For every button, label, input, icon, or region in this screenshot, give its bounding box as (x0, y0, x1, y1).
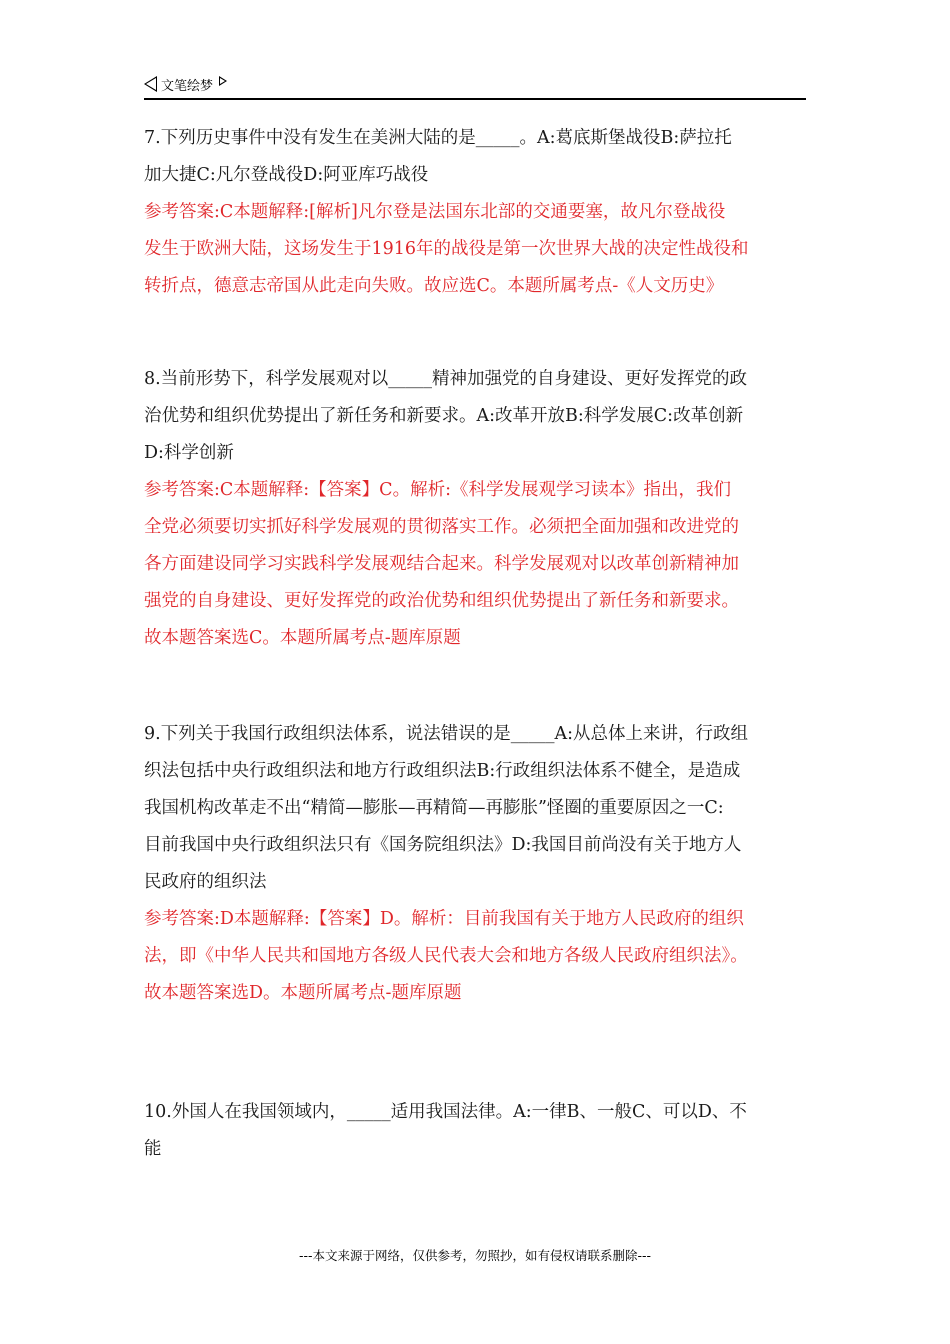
question-line: 7.下列历史事件中没有发生在美洲大陆的是_____。A:葛底斯堡战役B:萨拉托 (144, 128, 732, 148)
question-block (144, 1094, 808, 1168)
question-line: 我国机构改革走不出“精简—膨胀—再精简—再膨胀”怪圈的重要原因之一C: (144, 798, 724, 818)
question-line: 织法包括中央行政组织法和地方行政组织法B:行政组织法体系不健全，是造成 (144, 761, 741, 781)
question-block (144, 361, 808, 657)
answer-line: 各方面建设同学习实践科学发展观结合起来。科学发展观对以改革创新精神加 (144, 554, 739, 574)
brand-logo (144, 74, 227, 94)
answer-line: 故本题答案选C。本题所属考点-题库原题 (144, 628, 461, 648)
brand-text: 文笔绘梦 (161, 78, 214, 94)
answer-line: 法，即《中华人民共和国地方各级人民代表大会和地方各级人民政府组织法》。 (144, 946, 748, 966)
triangle-right-icon (219, 76, 227, 86)
answer-line: 全党必须要切实抓好科学发展观的贯彻落实工作。必须把全面加强和改进党的 (144, 517, 739, 537)
question-line: 目前我国中央行政组织法只有《国务院组织法》D:我国目前尚没有关于地方人 (144, 835, 742, 855)
question-line: 能 (144, 1139, 162, 1159)
answer-line: 参考答案:C本题解释:【答案】C。解析:《科学发展观学习读本》指出，我们 (144, 480, 731, 500)
question-line: 8.当前形势下，科学发展观对以_____精神加强党的自身建设、更好发挥党的政 (144, 369, 747, 389)
answer-line: 故本题答案选D。本题所属考点-题库原题 (144, 983, 462, 1003)
answer-line: 转折点，德意志帝国从此走向失败。故应选C。本题所属考点-《人文历史》 (144, 276, 724, 296)
document-body (144, 120, 808, 1168)
answer-line: 强党的自身建设、更好发挥党的政治优势和组织优势提出了新任务和新要求。 (144, 591, 739, 611)
answer-line: 参考答案:D本题解释:【答案】D。解析：目前我国有关于地方人民政府的组织 (144, 909, 744, 929)
question-line: D:科学创新 (144, 443, 234, 463)
page-header (144, 74, 806, 100)
question-line: 10.外国人在我国领域内，_____适用我国法律。A:一律B、一般C、可以D、不 (144, 1102, 747, 1122)
page-footer: ---本文来源于网络，仅供参考，勿照抄，如有侵权请联系删除--- (298, 1248, 652, 1263)
answer-line: 发生于欧洲大陆，这场发生于1916年的战役是第一次世界大战的决定性战役和 (144, 239, 749, 259)
triangle-left-icon (144, 76, 157, 92)
answer-line: 参考答案:C本题解释:[解析]凡尔登是法国东北部的交通要塞，故凡尔登战役 (144, 202, 726, 222)
question-block (144, 716, 808, 1012)
question-line: 民政府的组织法 (144, 872, 267, 892)
question-line: 加大捷C:凡尔登战役D:阿亚库巧战役 (144, 165, 429, 185)
question-block (144, 120, 808, 305)
question-line: 9.下列关于我国行政组织法体系，说法错误的是_____A:从总体上来讲，行政组 (144, 724, 748, 744)
question-line: 治优势和组织优势提出了新任务和新要求。A:改革开放B:科学发展C:改革创新 (144, 406, 744, 426)
